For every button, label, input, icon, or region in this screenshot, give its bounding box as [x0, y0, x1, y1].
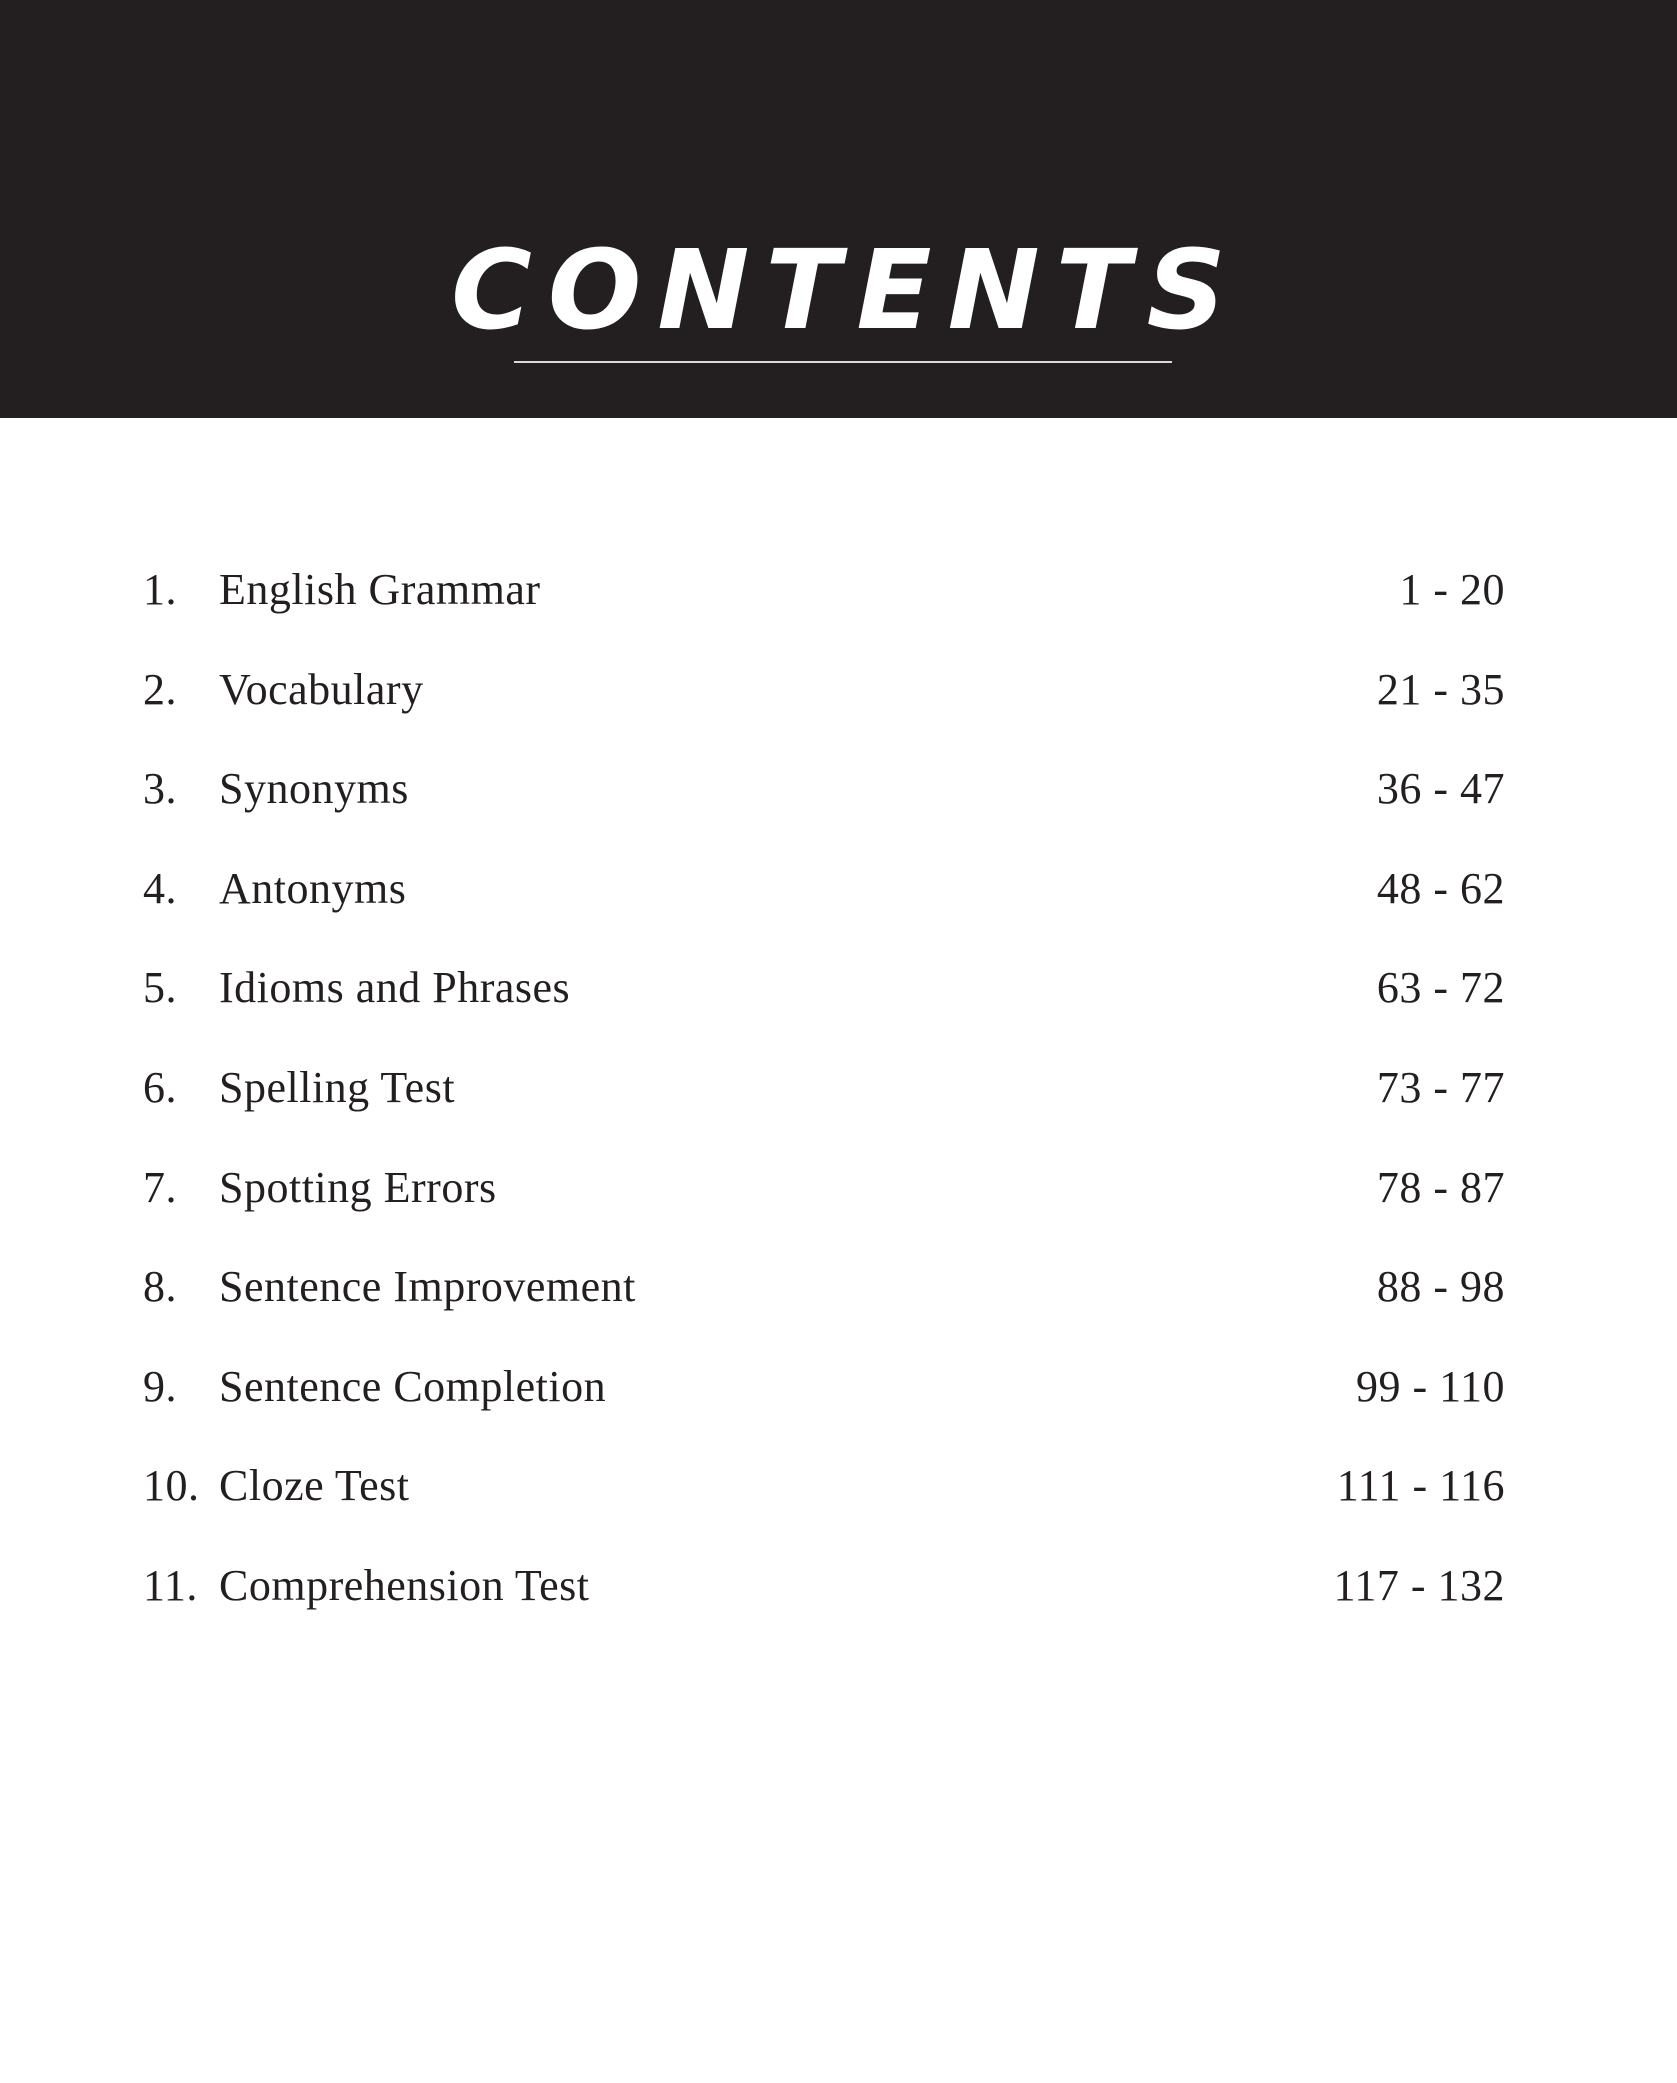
toc-entry-number: 10. [143, 1461, 200, 1511]
toc-entry-title: Sentence Improvement [219, 1262, 636, 1312]
toc-entry[interactable] [143, 1456, 1505, 1556]
toc-entry[interactable] [143, 1257, 1505, 1357]
toc-entry[interactable] [143, 1556, 1505, 1656]
toc-entry-number: 9. [143, 1361, 177, 1411]
toc-entry-pages: 36 - 47 [1376, 764, 1505, 814]
title-underline [514, 361, 1172, 363]
toc-entry-number: 5. [143, 963, 177, 1013]
toc-entry-title: Vocabulary [219, 664, 424, 714]
toc-entry-title: Idioms and Phrases [219, 963, 571, 1013]
toc-entry-pages: 117 - 132 [1333, 1560, 1505, 1610]
table-of-contents [143, 560, 1505, 1656]
toc-entry-pages: 21 - 35 [1376, 664, 1505, 714]
toc-entry-number: 6. [143, 1062, 177, 1112]
toc-entry-title: Cloze Test [219, 1461, 410, 1511]
toc-entry[interactable] [143, 660, 1505, 760]
toc-entry[interactable] [143, 1357, 1505, 1457]
toc-entry-title: Synonyms [219, 764, 409, 814]
toc-entry-pages: 63 - 72 [1376, 963, 1505, 1013]
toc-entry-number: 8. [143, 1262, 177, 1312]
toc-entry-title: English Grammar [219, 565, 541, 614]
toc-entry-pages: 48 - 62 [1376, 863, 1505, 913]
toc-entry[interactable] [143, 759, 1505, 859]
toc-entry[interactable] [143, 859, 1505, 959]
toc-entry-title: Spotting Errors [219, 1162, 497, 1212]
toc-entry-title: Spelling Test [219, 1062, 456, 1112]
toc-entry-title: Comprehension Test [219, 1560, 590, 1610]
toc-entry[interactable] [143, 560, 1505, 660]
toc-entry-pages: 111 - 116 [1336, 1461, 1505, 1511]
page-title: CONTENTS [451, 226, 1242, 354]
toc-entry-number: 2. [143, 664, 177, 714]
toc-entry[interactable] [143, 1058, 1505, 1158]
toc-entry-pages: 99 - 110 [1355, 1361, 1505, 1411]
toc-entry-number: 11. [143, 1560, 198, 1610]
toc-entry-number: 4. [143, 863, 177, 913]
toc-entry-number: 3. [143, 764, 177, 814]
toc-entry-number: 7. [143, 1162, 177, 1212]
toc-entry-pages: 1 - 20 [1399, 565, 1505, 614]
toc-entry[interactable] [143, 1158, 1505, 1258]
header-banner [0, 0, 1677, 418]
toc-entry-pages: 73 - 77 [1376, 1062, 1505, 1112]
toc-entry[interactable] [143, 958, 1505, 1058]
toc-entry-title: Antonyms [219, 863, 407, 913]
toc-entry-pages: 88 - 98 [1376, 1262, 1505, 1312]
toc-entry-pages: 78 - 87 [1376, 1162, 1505, 1212]
toc-entry-title: Sentence Completion [219, 1361, 607, 1411]
toc-entry-number: 1. [143, 565, 177, 614]
